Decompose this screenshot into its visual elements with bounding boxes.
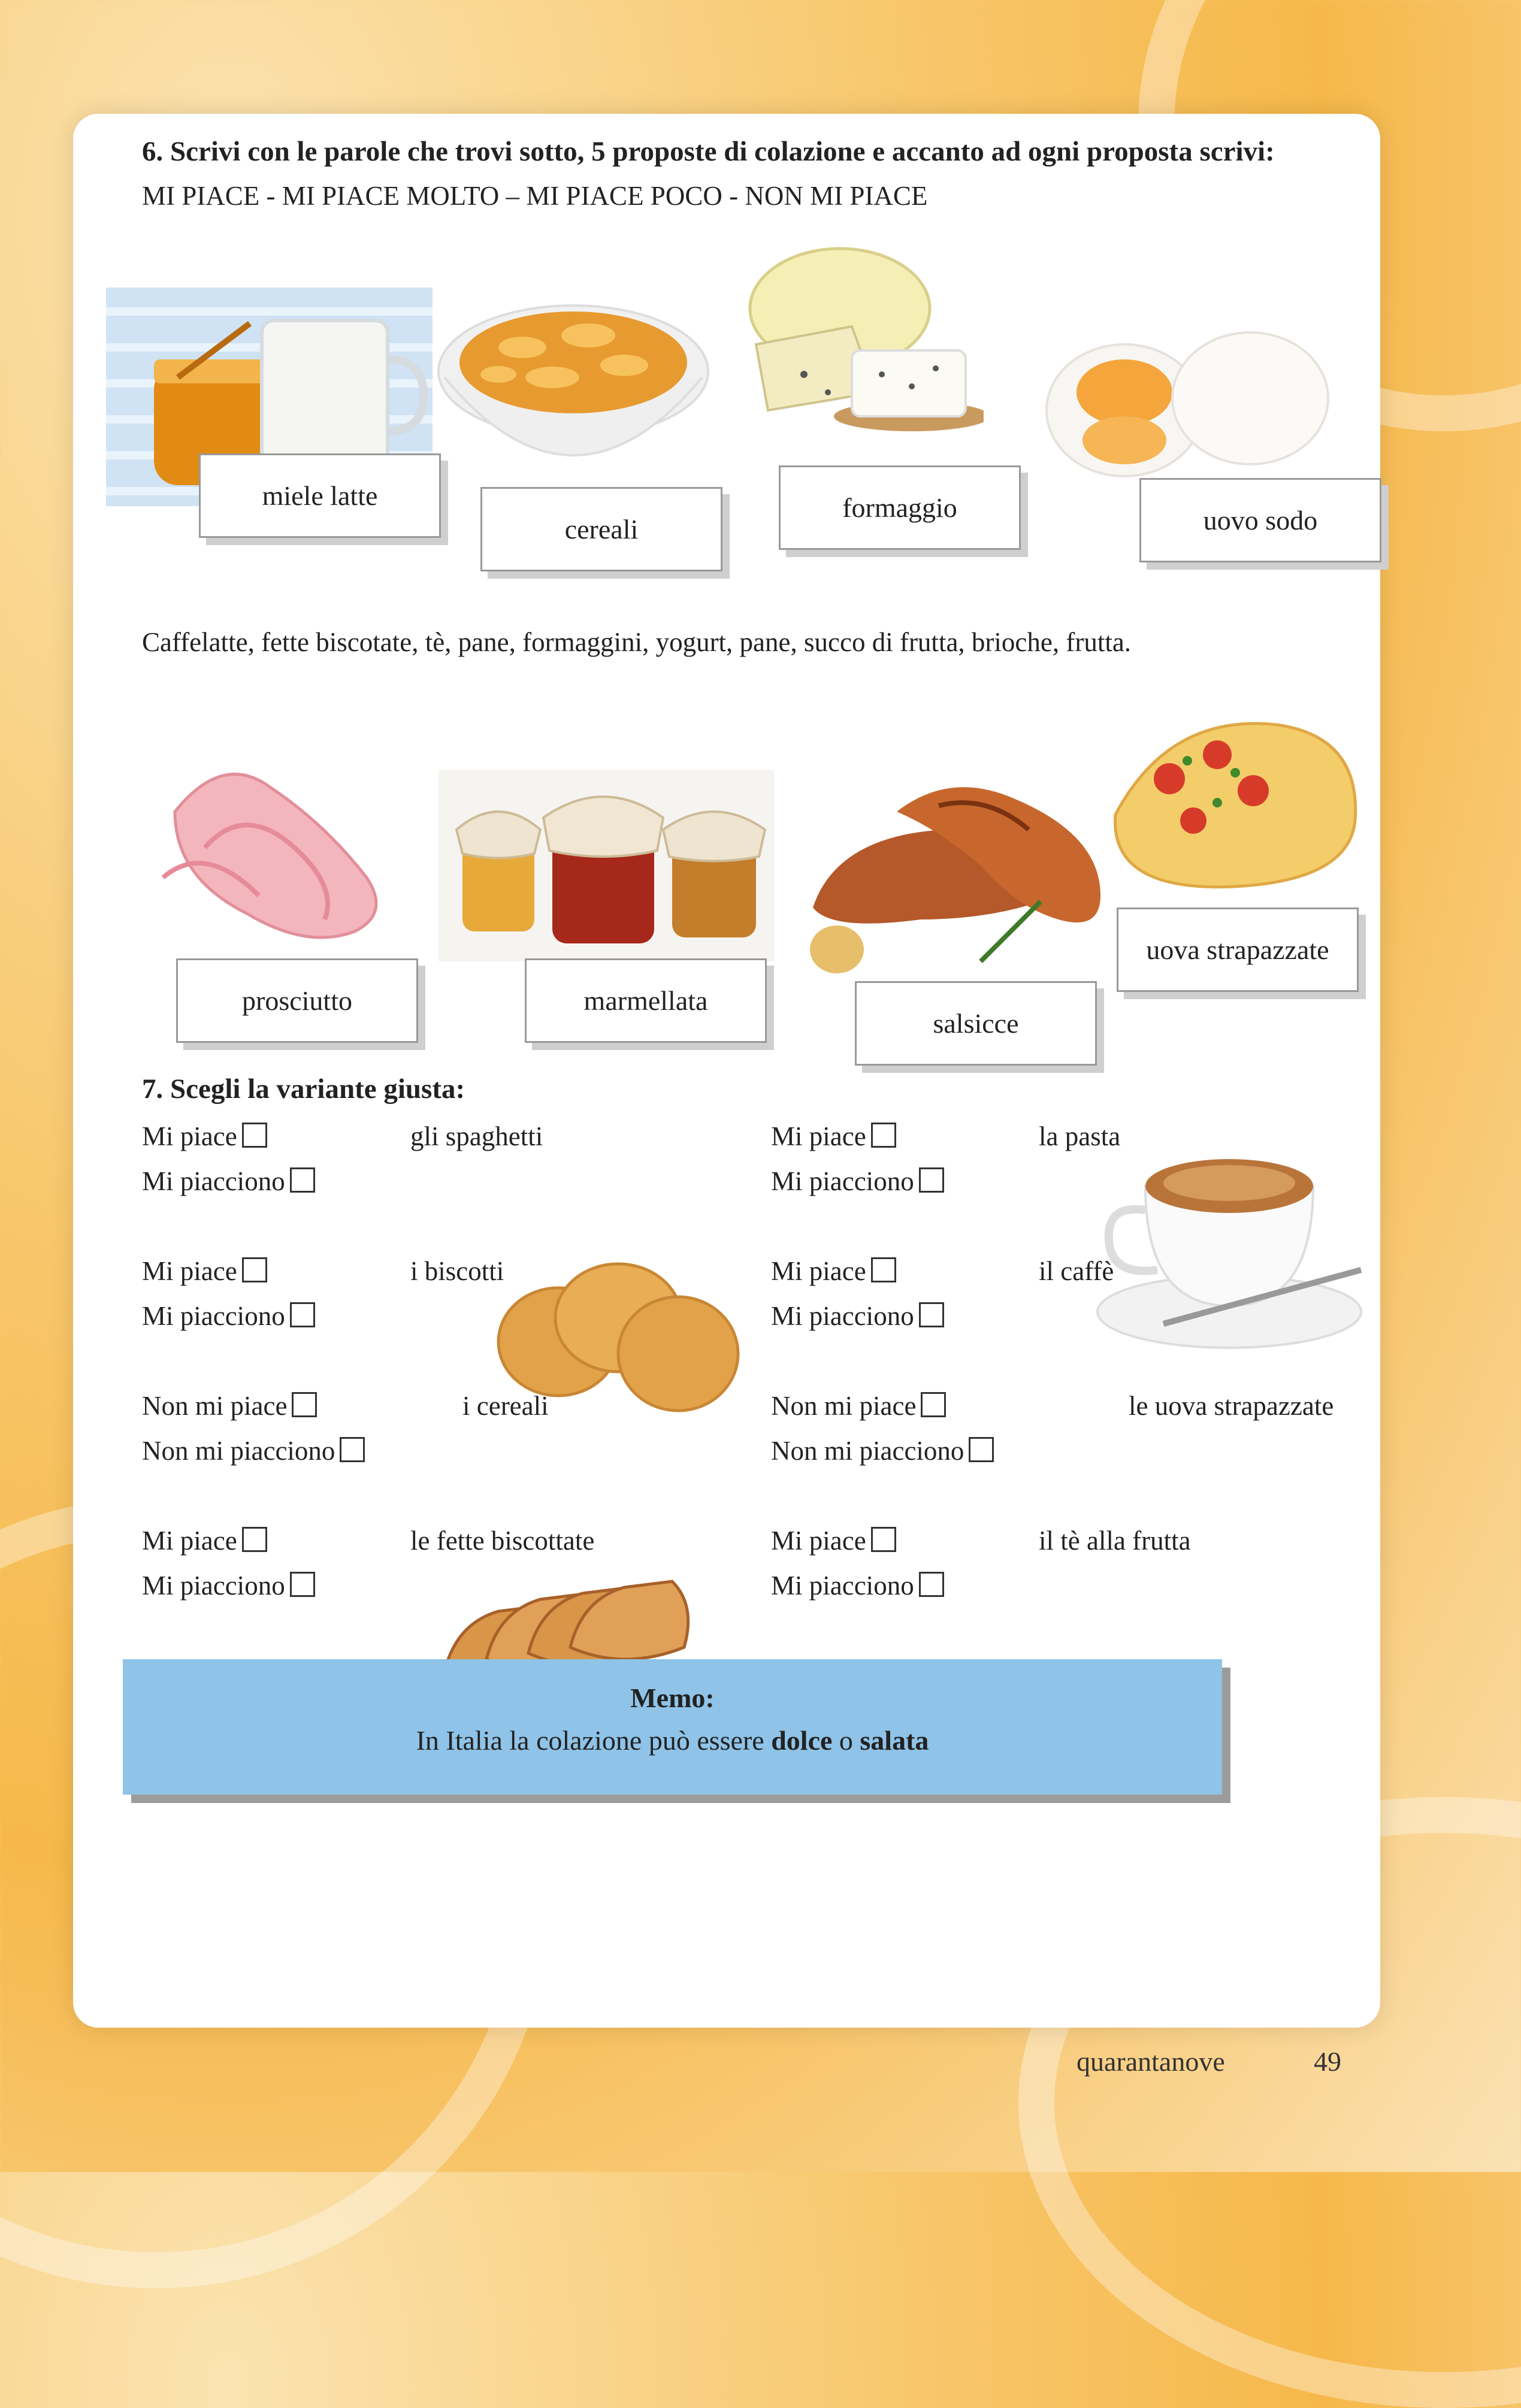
exercise-7-title: 7. Scegli la variante giusta:	[142, 1073, 465, 1105]
page-word: quarantanove	[1077, 2046, 1225, 2077]
checkbox[interactable]	[919, 1167, 944, 1193]
item-fruit-tea: il tè alla frutta	[1039, 1526, 1191, 1556]
coffee-cup-image	[1091, 1132, 1373, 1360]
option-row1-left-b: Mi piacciono	[142, 1165, 315, 1197]
option-row3-left-a: Non mi piace	[142, 1390, 317, 1422]
item-pasta: la pasta	[1039, 1121, 1121, 1151]
memo-title: Memo:	[630, 1683, 715, 1713]
label-scrambled-eggs: uova strapazzate	[1117, 907, 1359, 992]
option-row2-left-b: Mi piacciono	[142, 1300, 315, 1332]
memo-text: In Italia la colazione può essere dolce o salata	[416, 1725, 929, 1756]
sausages-image	[801, 770, 1106, 985]
item-biscuits: i biscotti	[410, 1256, 504, 1286]
label-boiled-egg: uovo sodo	[1139, 478, 1381, 562]
option-row3-left-b: Non mi piacciono	[142, 1435, 365, 1467]
checkbox[interactable]	[242, 1123, 267, 1148]
page-number: 49	[1314, 2046, 1341, 2077]
checkbox[interactable]	[290, 1572, 315, 1597]
exercise-6-title: 6. Scrivi con le parole che trovi sotto, 5 proposte di colazione e accanto ad ogni proposta scrivi:	[142, 136, 1275, 167]
exercise-6-subtitle: MI PIACE - MI PIACE MOLTO – MI PIACE POCO - NON MI PIACE	[142, 181, 928, 211]
option-row3-right-b: Non mi piacciono	[771, 1435, 994, 1467]
checkbox[interactable]	[919, 1572, 944, 1597]
option-row1-left-a: Mi piace	[142, 1120, 267, 1152]
jam-jars-image	[439, 770, 774, 961]
boiled-eggs-image	[1041, 308, 1340, 494]
checkbox[interactable]	[921, 1392, 946, 1417]
option-row4-left-a: Mi piace	[142, 1524, 267, 1557]
label-cheese: formaggio	[779, 465, 1021, 550]
label-jam: marmellata	[525, 958, 767, 1043]
label-honey-milk: miele latte	[199, 453, 441, 538]
item-cereals: i cereali	[462, 1391, 549, 1421]
option-row4-right-a: Mi piace	[771, 1524, 896, 1557]
option-row2-right-b: Mi piacciono	[771, 1300, 944, 1332]
checkbox[interactable]	[290, 1167, 315, 1193]
option-row1-right-a: Mi piace	[771, 1120, 896, 1152]
item-spaghetti: gli spaghetti	[410, 1121, 543, 1151]
option-row1-right-b: Mi piacciono	[771, 1165, 944, 1197]
label-sausages: salsicce	[855, 981, 1097, 1066]
checkbox[interactable]	[871, 1257, 896, 1282]
page-card	[73, 114, 1380, 2028]
item-rusks: le fette biscottate	[410, 1526, 595, 1556]
checkbox[interactable]	[242, 1527, 267, 1552]
option-row3-right-a: Non mi piace	[771, 1390, 946, 1422]
word-list: Caffelatte, fette biscotate, tè, pane, formaggini, yogurt, pane, succo di frutta, brioche, frutta.	[142, 627, 1132, 657]
omelette-image	[1103, 707, 1367, 899]
checkbox[interactable]	[871, 1527, 896, 1552]
option-row2-left-a: Mi piace	[142, 1255, 267, 1287]
cereals-image	[433, 288, 714, 473]
option-row4-right-b: Mi piacciono	[771, 1569, 944, 1602]
label-ham: prosciutto	[176, 958, 418, 1043]
checkbox[interactable]	[871, 1123, 896, 1148]
item-coffee: il caffè	[1039, 1256, 1114, 1286]
option-row4-left-b: Mi piacciono	[142, 1569, 315, 1602]
checkbox[interactable]	[292, 1392, 317, 1417]
item-scrambled-eggs: le uova strapazzate	[1129, 1391, 1334, 1421]
label-cereals: cereali	[480, 487, 722, 571]
checkbox[interactable]	[969, 1437, 994, 1462]
option-row2-right-a: Mi piace	[771, 1255, 896, 1287]
checkbox[interactable]	[919, 1302, 944, 1327]
checkbox[interactable]	[290, 1302, 315, 1327]
memo-box	[123, 1659, 1222, 1795]
checkbox[interactable]	[242, 1257, 267, 1282]
checkbox[interactable]	[340, 1437, 365, 1462]
cheese-image	[732, 243, 984, 434]
ham-image	[139, 740, 421, 943]
